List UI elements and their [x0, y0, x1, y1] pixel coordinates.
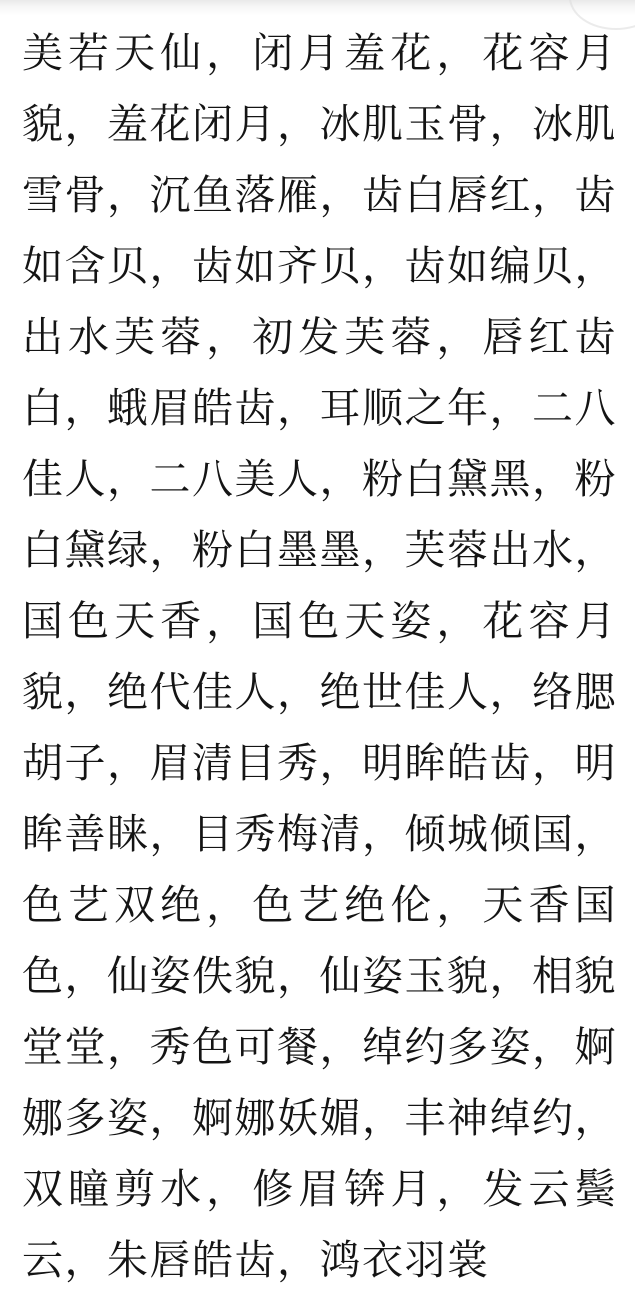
handwritten-text-block: 美若天仙，闭月羞花，花容月貌，羞花闭月，冰肌玉骨，冰肌雪骨，沉鱼落雁，齿白唇红，齿如含贝，齿如齐贝，齿如编贝，出水芙蓉，初发芙蓉，唇红齿白，蛾眉皓齿，耳顺之年，二八佳人，二八美人，粉白黛黑，粉白黛绿，粉白墨墨，芙蓉出水，国色天香，国色天姿，花容月貌，绝代佳人，绝世佳人，络腮胡子，眉清目秀，明眸皓齿，明眸善睐，目秀梅清，倾城倾国，色艺双绝，色艺绝伦，天香国色，仙姿佚貌，仙姿玉貌，相貌堂堂，秀色可餐，绰约多姿，婀娜多姿，婀娜妖媚，丰神绰约，双瞳剪水，修眉锛月，发云鬓云，朱唇皓齿，鸿衣羽裳 — [22, 29, 617, 1284]
